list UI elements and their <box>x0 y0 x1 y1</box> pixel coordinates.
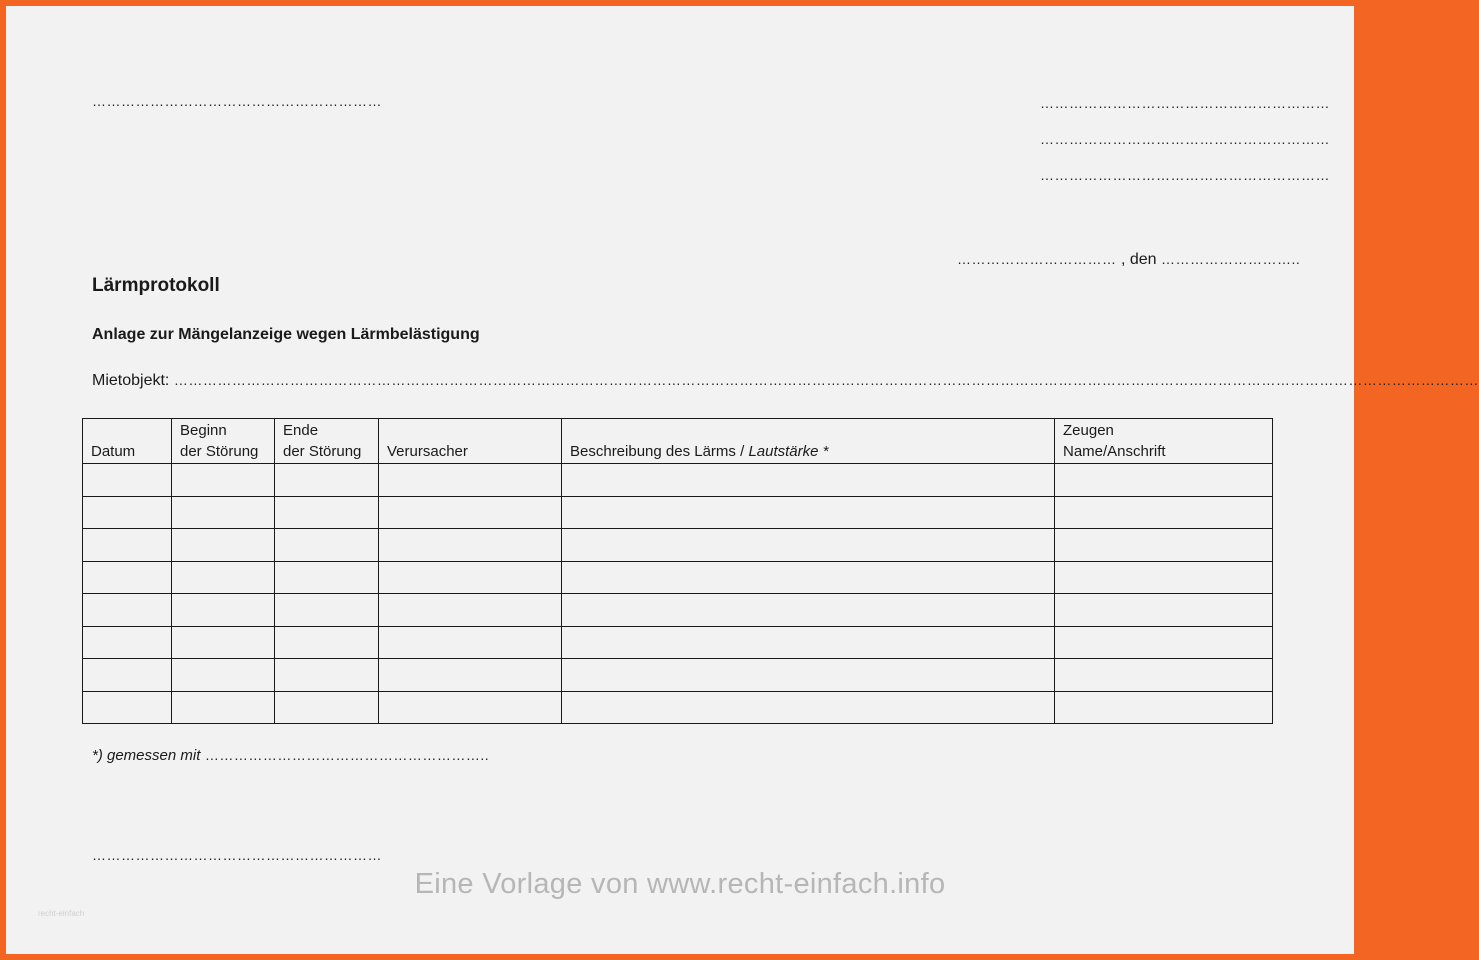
table-cell[interactable] <box>562 626 1055 659</box>
header-datum: Datum <box>83 419 172 464</box>
table-row <box>83 561 1273 594</box>
table-cell[interactable] <box>172 464 275 497</box>
table-cell[interactable] <box>275 496 379 529</box>
table-cell[interactable] <box>275 561 379 594</box>
table-cell[interactable] <box>275 594 379 627</box>
table-cell[interactable] <box>1055 691 1273 724</box>
table-cell[interactable] <box>83 496 172 529</box>
table-cell[interactable] <box>379 561 562 594</box>
table-cell[interactable] <box>1055 464 1273 497</box>
table-cell[interactable] <box>379 594 562 627</box>
table-row <box>83 626 1273 659</box>
header-verursacher: Verursacher <box>379 419 562 464</box>
table-cell[interactable] <box>83 659 172 692</box>
property-line <box>92 372 1479 390</box>
table-cell[interactable] <box>1055 594 1273 627</box>
footnote-label: *) gemessen mit <box>92 747 201 764</box>
table-row <box>83 691 1273 724</box>
table-cell[interactable] <box>379 529 562 562</box>
table-cell[interactable] <box>275 659 379 692</box>
header-ende: Ende der Störung <box>275 419 379 464</box>
table-row <box>83 464 1273 497</box>
noise-log-table <box>82 418 1273 724</box>
table-cell[interactable] <box>172 561 275 594</box>
table-cell[interactable] <box>172 691 275 724</box>
table-cell[interactable] <box>379 626 562 659</box>
table-header-row <box>83 419 1273 464</box>
signature-line: …………………………………………………… <box>92 847 382 863</box>
table-cell[interactable] <box>172 529 275 562</box>
table-cell[interactable] <box>172 496 275 529</box>
recipient-line-1: …………………………………………………… <box>1040 95 1330 111</box>
table-cell[interactable] <box>379 659 562 692</box>
table-cell[interactable] <box>1055 626 1273 659</box>
table-cell[interactable] <box>562 561 1055 594</box>
table-cell[interactable] <box>379 496 562 529</box>
sender-line: …………………………………………………… <box>92 93 382 109</box>
table-cell[interactable] <box>1055 659 1273 692</box>
table-cell[interactable] <box>172 594 275 627</box>
table-cell[interactable] <box>562 496 1055 529</box>
table-cell[interactable] <box>83 691 172 724</box>
place-dots: …………………………… <box>957 251 1117 267</box>
header-zeugen: Zeugen Name/Anschrift <box>1055 419 1273 464</box>
table-cell[interactable] <box>562 594 1055 627</box>
document-sheet <box>6 6 1479 954</box>
table-cell[interactable] <box>1055 561 1273 594</box>
table-cell[interactable] <box>172 659 275 692</box>
table-cell[interactable] <box>379 464 562 497</box>
table-cell[interactable] <box>83 561 172 594</box>
page-title: Lärmprotokoll <box>92 275 220 296</box>
table-cell[interactable] <box>83 529 172 562</box>
recipient-line-3: …………………………………………………… <box>1040 167 1330 183</box>
table-cell[interactable] <box>172 626 275 659</box>
table-body <box>83 464 1273 724</box>
table-row <box>83 496 1273 529</box>
page-subtitle: Anlage zur Mängelanzeige wegen Lärmbelästigung <box>92 326 480 343</box>
table-cell[interactable] <box>562 464 1055 497</box>
date-dots: ……………………….. <box>1161 251 1301 267</box>
table-cell[interactable] <box>275 464 379 497</box>
table-cell[interactable] <box>83 464 172 497</box>
table-cell[interactable] <box>275 529 379 562</box>
table-cell[interactable] <box>562 529 1055 562</box>
table-cell[interactable] <box>1055 496 1273 529</box>
footnote <box>92 747 489 765</box>
table-cell[interactable] <box>275 626 379 659</box>
property-dots: ……………………………………………………………………………………………………………………………………………………………………………………………………………………………………………… <box>173 372 1479 388</box>
table-cell[interactable] <box>379 691 562 724</box>
header-beschreibung: Beschreibung des Lärms / Lautstärke * <box>562 419 1055 464</box>
header-beginn: Beginn der Störung <box>172 419 275 464</box>
property-label: Mietobjekt: <box>92 372 170 389</box>
table-cell[interactable] <box>83 594 172 627</box>
tiny-watermark: recht-einfach <box>38 909 85 918</box>
table-cell[interactable] <box>83 626 172 659</box>
table-cell[interactable] <box>275 691 379 724</box>
date-connector: , den <box>1120 251 1157 268</box>
table-cell[interactable] <box>562 659 1055 692</box>
table-row <box>83 659 1273 692</box>
recipient-line-2: …………………………………………………… <box>1040 131 1330 147</box>
table-row <box>83 594 1273 627</box>
table-row <box>83 529 1273 562</box>
table-cell[interactable] <box>562 691 1055 724</box>
place-date-line <box>957 251 1300 269</box>
watermark-text: Eine Vorlage von www.recht-einfach.info <box>414 868 946 900</box>
table-cell[interactable] <box>1055 529 1273 562</box>
footnote-dots: ………………………………………………….. <box>204 747 490 763</box>
